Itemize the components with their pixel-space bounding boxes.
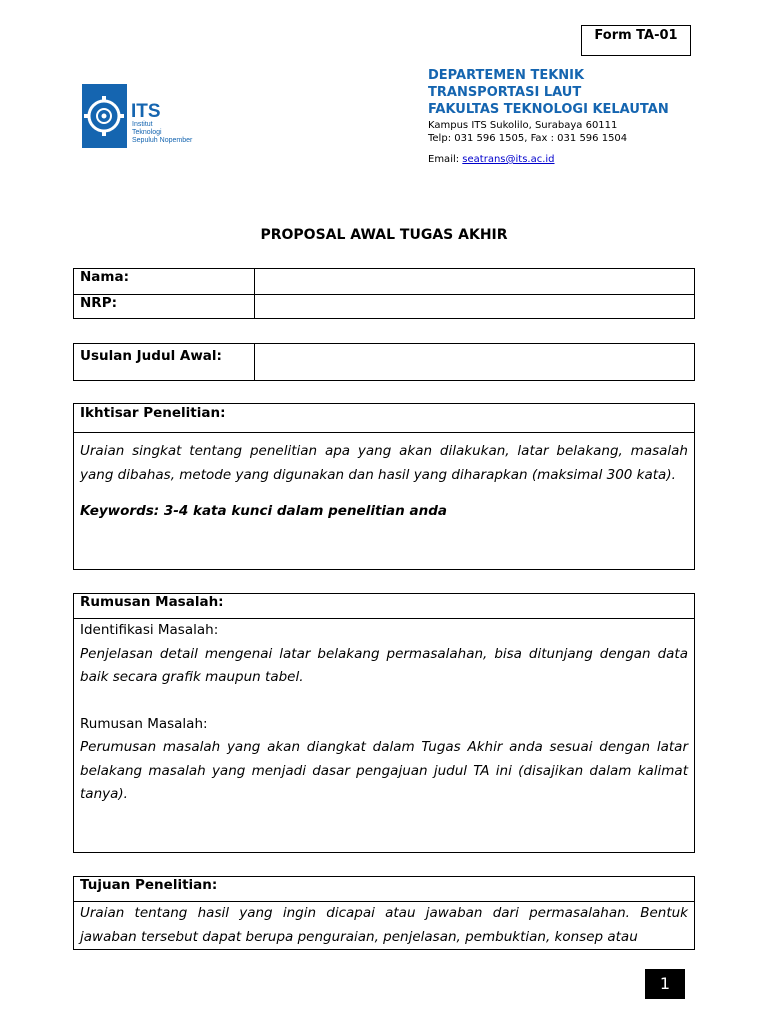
dept-line-3: FAKULTAS TEKNOLOGI KELAUTAN xyxy=(428,102,669,117)
email-link[interactable]: seatrans@its.ac.id xyxy=(462,154,555,165)
identification-heading: Identifikasi Masalah: xyxy=(80,622,219,638)
objective-table xyxy=(73,876,695,950)
logo-subtitle-2: Teknologi xyxy=(132,129,162,136)
logo-mark: ITS xyxy=(131,101,161,122)
nrp-label: NRP: xyxy=(74,295,255,319)
objective-label: Tujuan Penelitian: xyxy=(74,877,695,902)
email-label: Email: xyxy=(428,154,463,165)
objective-body[interactable] xyxy=(74,902,695,950)
dept-line-1: DEPARTEMEN TEKNIK xyxy=(428,68,585,83)
title-proposal-field[interactable] xyxy=(255,344,695,381)
summary-body[interactable] xyxy=(74,433,695,570)
form-code-box: Form TA-01 xyxy=(581,25,691,56)
objective-text: Uraian tentang hasil yang ingin dicapai atau jawaban dari permasalahan. Bentuk jawaban tersebut dapat berupa penguraian, penjelasan, pembuktian, konsep atau xyxy=(80,905,688,945)
dept-email-row xyxy=(428,154,748,165)
summary-text: Uraian singkat tentang penelitian apa yang akan dilakukan, latar belakang, masalah yang dibahas, metode yang digunakan dan hasil yang diharapkan (maksimal 300 kata). xyxy=(80,443,688,483)
dept-address: Kampus ITS Sukolilo, Surabaya 60111 xyxy=(428,120,618,131)
name-field[interactable] xyxy=(255,269,695,295)
identification-text: Penjelasan detail mengenai latar belakang permasalahan, bisa ditunjang dengan data baik secara grafik maupun tabel. xyxy=(80,645,688,685)
logo-subtitle-1: Institut xyxy=(132,121,153,128)
dept-phone: Telp: 031 596 1505, Fax : 031 596 1504 xyxy=(428,132,628,144)
page-number-badge: 1 xyxy=(645,969,685,999)
dept-line-2: TRANSPORTASI LAUT xyxy=(428,85,582,100)
summary-table xyxy=(73,403,695,570)
summary-keywords: Keywords: 3-4 kata kunci dalam penelitian anda xyxy=(80,503,447,519)
nrp-field[interactable] xyxy=(255,295,695,319)
problem-table xyxy=(73,593,695,853)
identity-table xyxy=(73,268,695,319)
title-proposal-table xyxy=(73,343,695,381)
formulation-heading: Rumusan Masalah: xyxy=(80,715,208,732)
name-label: Nama: xyxy=(74,269,255,295)
department-header xyxy=(428,67,748,165)
title-proposal-label: Usulan Judul Awal: xyxy=(74,344,255,381)
formulation-text: Perumusan masalah yang akan diangkat dalam Tugas Akhir anda sesuai dengan latar belakang masalah yang menjadi dasar pengajuan judul TA ini (disajikan dalam kalimat tanya). xyxy=(80,739,688,802)
document-title: PROPOSAL AWAL TUGAS AKHIR xyxy=(260,227,508,243)
problem-body[interactable] xyxy=(74,619,695,853)
its-logo xyxy=(82,84,207,148)
summary-label: Ikhtisar Penelitian: xyxy=(74,404,695,433)
problem-label: Rumusan Masalah: xyxy=(74,594,695,619)
logo-subtitle-3: Sepuluh Nopember xyxy=(132,137,193,144)
